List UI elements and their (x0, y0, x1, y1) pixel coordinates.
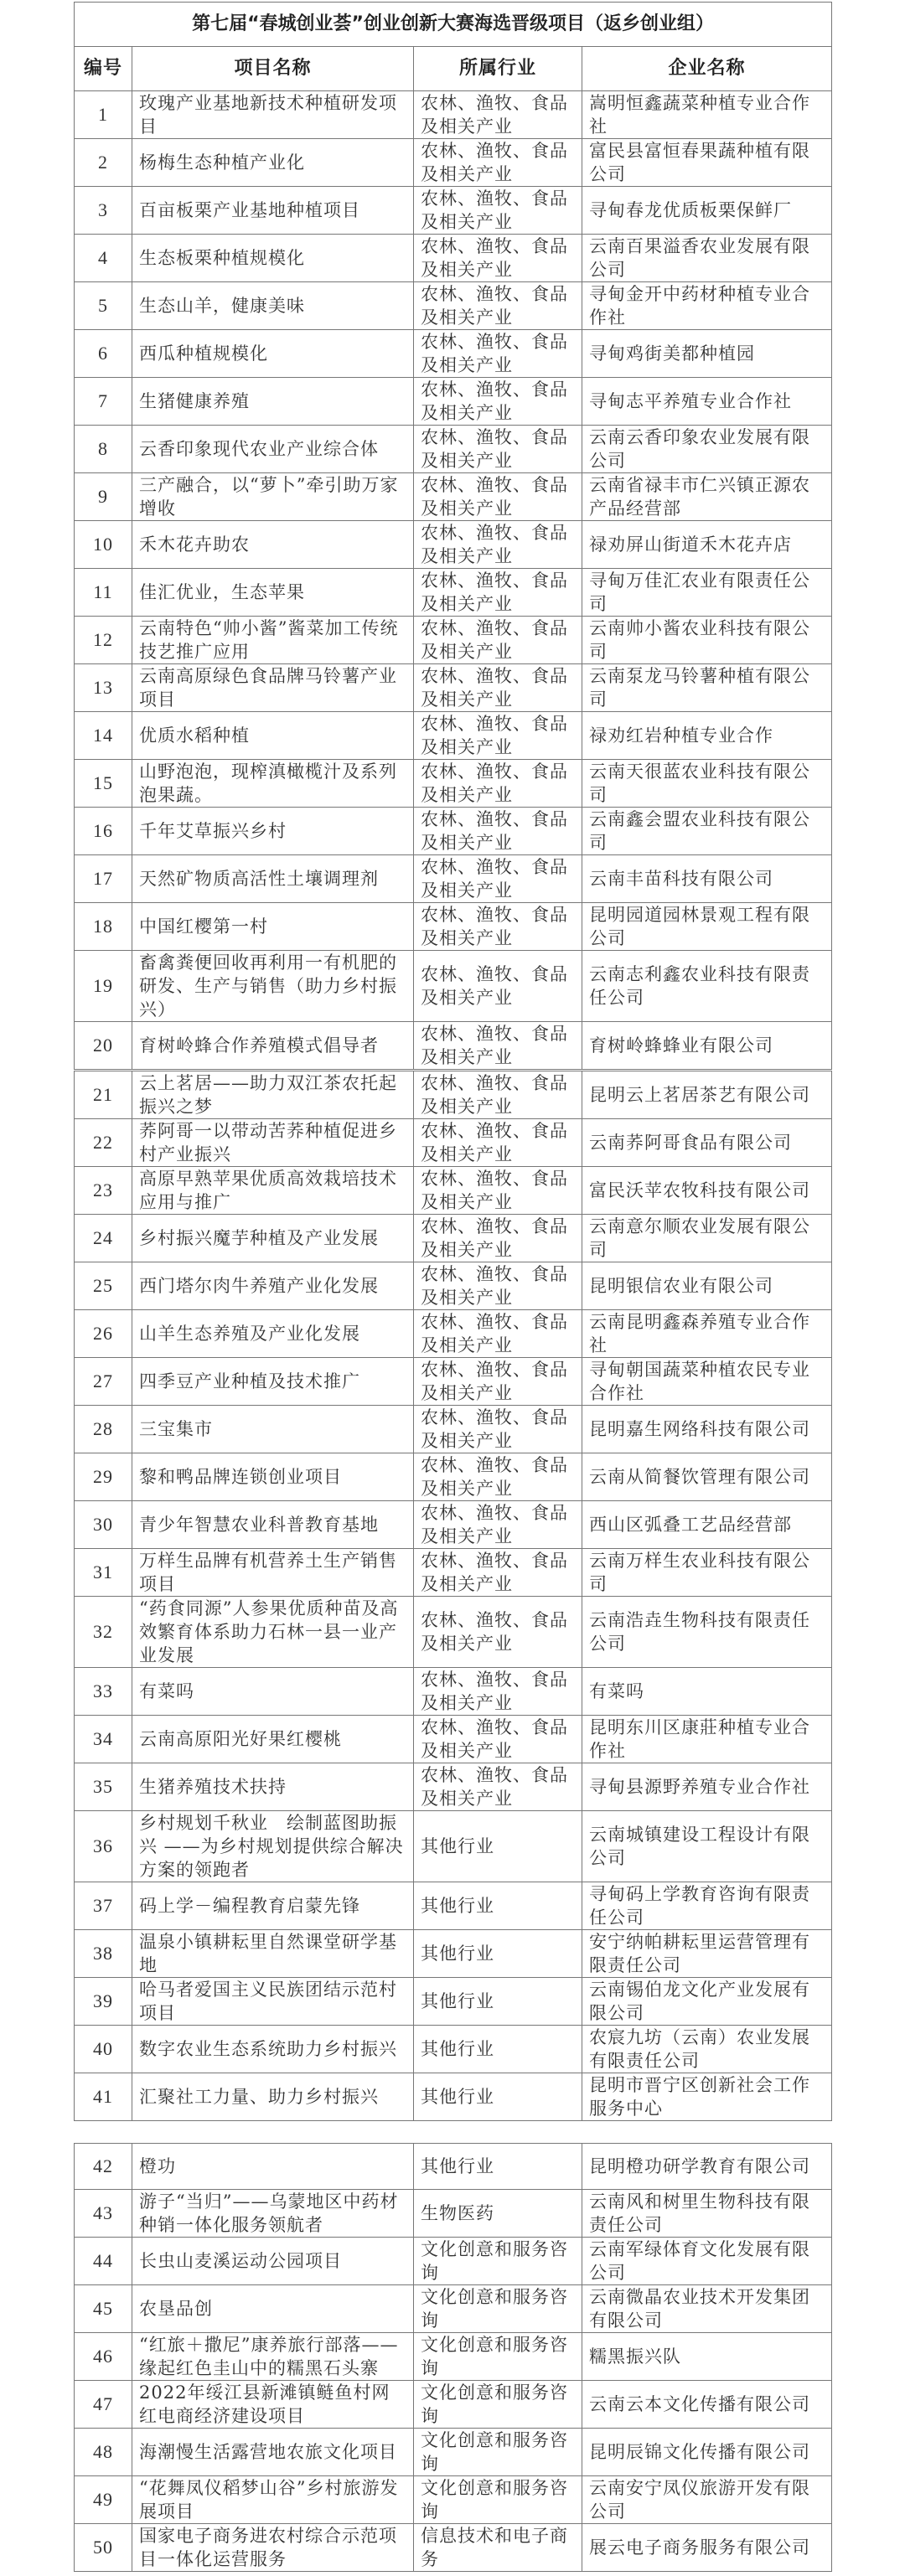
project-name: 云南高原阳光好果红樱桃 (132, 1716, 414, 1763)
table-row (75, 1310, 832, 1358)
project-name: 云上茗居——助力双江茶农托起振兴之梦 (132, 1071, 414, 1119)
industry: 农林、渔牧、食品及相关产业 (414, 187, 582, 235)
project-name: 2022年绥江县新滩镇鲢鱼村网红电商经济建设项目 (132, 2381, 414, 2429)
row-number: 4 (75, 235, 132, 282)
company-name: 嵩明恒鑫蔬菜种植专业合作社 (582, 91, 832, 139)
company-name: 育树岭蜂蜂业有限公司 (582, 1022, 832, 1070)
project-name: “花舞凤仪稻梦山谷”乡村旅游发展项目 (132, 2476, 414, 2524)
projects-table-part-1 (74, 2, 832, 1070)
table-row (75, 2073, 832, 2121)
project-name: 千年艾草振兴乡村 (132, 808, 414, 855)
project-name: 高原早熟苹果优质高效栽培技术应用与推广 (132, 1167, 414, 1215)
company-name: 禄劝屏山街道禾木花卉店 (582, 521, 832, 569)
row-number: 19 (75, 951, 132, 1022)
row-number: 21 (75, 1071, 132, 1119)
project-name: 杨梅生态种植产业化 (132, 139, 414, 187)
table-row (75, 1882, 832, 1930)
company-name: 西山区弧叠工艺品经营部 (582, 1501, 832, 1549)
industry: 农林、渔牧、食品及相关产业 (414, 1716, 582, 1763)
row-number: 8 (75, 426, 132, 473)
industry: 农林、渔牧、食品及相关产业 (414, 569, 582, 617)
company-name: 云南帅小酱农业科技有限公司 (582, 617, 832, 664)
industry: 农林、渔牧、食品及相关产业 (414, 1167, 582, 1215)
table-row (75, 1071, 832, 1119)
company-name: 展云电子商务服务有限公司 (582, 2524, 832, 2572)
row-number: 32 (75, 1597, 132, 1668)
row-number: 3 (75, 187, 132, 235)
industry: 其他行业 (414, 1811, 582, 1882)
row-number: 49 (75, 2476, 132, 2524)
table-row (75, 2285, 832, 2333)
row-number: 36 (75, 1811, 132, 1882)
industry: 其他行业 (414, 1930, 582, 1978)
row-number: 45 (75, 2285, 132, 2333)
project-name: 三产融合，以“萝卜”牵引助万家增收 (132, 473, 414, 521)
table-row (75, 91, 832, 139)
project-name: “药食同源”人参果优质种苗及高效繁育体系助力石林一县一业产业发展 (132, 1597, 414, 1668)
industry: 农林、渔牧、食品及相关产业 (414, 282, 582, 330)
company-name: 云南从简餐饮管理有限公司 (582, 1453, 832, 1501)
table-row (75, 808, 832, 855)
table-row (75, 951, 832, 1022)
industry: 农林、渔牧、食品及相关产业 (414, 1406, 582, 1453)
project-name: 荞阿哥一以带动苦荞种植促进乡村产业振兴 (132, 1119, 414, 1167)
industry: 农林、渔牧、食品及相关产业 (414, 1071, 582, 1119)
company-name: 昆明云上茗居茶艺有限公司 (582, 1071, 832, 1119)
table-row (75, 2381, 832, 2429)
industry: 农林、渔牧、食品及相关产业 (414, 903, 582, 951)
projects-table-part-3 (74, 2143, 832, 2572)
company-name: 寻甸码上学教育咨询有限责任公司 (582, 1882, 832, 1930)
company-name: 云南城镇建设工程设计有限公司 (582, 1811, 832, 1882)
project-name: 有菜吗 (132, 1668, 414, 1716)
table-row (75, 1763, 832, 1811)
row-number: 9 (75, 473, 132, 521)
industry: 农林、渔牧、食品及相关产业 (414, 378, 582, 426)
row-number: 26 (75, 1310, 132, 1358)
company-name: 昆明园道园林景观工程有限公司 (582, 903, 832, 951)
project-name: 山羊生态养殖及产业化发展 (132, 1310, 414, 1358)
industry: 农林、渔牧、食品及相关产业 (414, 235, 582, 282)
project-name: 生态山羊，健康美味 (132, 282, 414, 330)
company-name: 云南风和树里生物科技有限责任公司 (582, 2190, 832, 2238)
row-number: 34 (75, 1716, 132, 1763)
project-name: 生态板栗种植规模化 (132, 235, 414, 282)
row-number: 7 (75, 378, 132, 426)
table-row (75, 139, 832, 187)
company-name: 云南浩垚生物科技有限责任公司 (582, 1597, 832, 1668)
industry: 农林、渔牧、食品及相关产业 (414, 951, 582, 1022)
industry: 农林、渔牧、食品及相关产业 (414, 1501, 582, 1549)
row-number: 30 (75, 1501, 132, 1549)
industry: 农林、渔牧、食品及相关产业 (414, 1262, 582, 1310)
company-name: 寻甸春龙优质板栗保鲜厂 (582, 187, 832, 235)
project-name: 畜禽粪便回收再利用一有机肥的研发、生产与销售（助力乡村振兴） (132, 951, 414, 1022)
row-number: 5 (75, 282, 132, 330)
industry: 农林、渔牧、食品及相关产业 (414, 1668, 582, 1716)
table-row (75, 617, 832, 664)
project-name: 云南特色“帅小酱”酱菜加工传统技艺推广应用 (132, 617, 414, 664)
industry: 文化创意和服务咨询 (414, 2381, 582, 2429)
industry: 其他行业 (414, 2073, 582, 2121)
table-row (75, 1358, 832, 1406)
project-name: 佳汇优业，生态苹果 (132, 569, 414, 617)
project-name: 西门塔尔肉牛养殖产业化发展 (132, 1262, 414, 1310)
company-name: 云南志利鑫农业科技有限责任公司 (582, 951, 832, 1022)
industry: 农林、渔牧、食品及相关产业 (414, 664, 582, 712)
company-name: 云南泵龙马铃薯种植有限公司 (582, 664, 832, 712)
project-name: 温泉小镇耕耘里自然课堂研学基地 (132, 1930, 414, 1978)
row-number: 23 (75, 1167, 132, 1215)
company-name: 云南百果溢香农业发展有限公司 (582, 235, 832, 282)
row-number: 14 (75, 712, 132, 760)
company-name: 云南军绿体育文化发展有限公司 (582, 2238, 832, 2285)
project-name: 橙功 (132, 2144, 414, 2190)
row-number: 35 (75, 1763, 132, 1811)
industry: 农林、渔牧、食品及相关产业 (414, 1358, 582, 1406)
row-number: 6 (75, 330, 132, 378)
industry: 农林、渔牧、食品及相关产业 (414, 1022, 582, 1070)
industry: 农林、渔牧、食品及相关产业 (414, 1763, 582, 1811)
row-number: 40 (75, 2026, 132, 2073)
table-row (75, 1597, 832, 1668)
industry: 文化创意和服务咨询 (414, 2333, 582, 2381)
table-row (75, 473, 832, 521)
project-name: 生猪养殖技术扶持 (132, 1763, 414, 1811)
industry: 农林、渔牧、食品及相关产业 (414, 1310, 582, 1358)
table-row (75, 282, 832, 330)
project-name: 三宝集市 (132, 1406, 414, 1453)
row-number: 16 (75, 808, 132, 855)
industry: 其他行业 (414, 1978, 582, 2026)
company-name: 富民沃苹农牧科技有限公司 (582, 1167, 832, 1215)
industry: 农林、渔牧、食品及相关产业 (414, 91, 582, 139)
row-number: 38 (75, 1930, 132, 1978)
company-name: 寻甸志平养殖专业合作社 (582, 378, 832, 426)
project-name: 万样生品牌有机营养土生产销售项目 (132, 1549, 414, 1597)
table-row (75, 855, 832, 903)
table-row (75, 426, 832, 473)
project-name: 玫瑰产业基地新技术种植研发项目 (132, 91, 414, 139)
table-row (75, 378, 832, 426)
industry: 农林、渔牧、食品及相关产业 (414, 1119, 582, 1167)
company-name: 云南万样生农业科技有限公司 (582, 1549, 832, 1597)
project-name: 码上学－编程教育启蒙先锋 (132, 1882, 414, 1930)
table-header-row (75, 47, 832, 91)
industry: 文化创意和服务咨询 (414, 2285, 582, 2333)
company-name: 有菜吗 (582, 1668, 832, 1716)
company-name: 寻甸金开中药材种植专业合作社 (582, 282, 832, 330)
project-name: 中国红樱第一村 (132, 903, 414, 951)
industry: 农林、渔牧、食品及相关产业 (414, 139, 582, 187)
company-name: 云南锡伯龙文化产业发展有限公司 (582, 1978, 832, 2026)
table-row (75, 187, 832, 235)
row-number: 22 (75, 1119, 132, 1167)
row-number: 37 (75, 1882, 132, 1930)
industry: 信息技术和电子商务 (414, 2524, 582, 2572)
industry: 文化创意和服务咨询 (414, 2429, 582, 2476)
projects-table-part-2 (74, 1071, 832, 2121)
industry: 农林、渔牧、食品及相关产业 (414, 330, 582, 378)
table-row (75, 1811, 832, 1882)
project-name: 汇聚社工力量、助力乡村振兴 (132, 2073, 414, 2121)
row-number: 20 (75, 1022, 132, 1070)
table-row (75, 569, 832, 617)
company-name: 寻甸鸡街美都种植园 (582, 330, 832, 378)
industry: 其他行业 (414, 1882, 582, 1930)
table-row (75, 2429, 832, 2476)
header-project-name: 项目名称 (132, 47, 414, 91)
row-number: 39 (75, 1978, 132, 2026)
table-row (75, 1978, 832, 2026)
industry: 农林、渔牧、食品及相关产业 (414, 712, 582, 760)
project-name: 育树岭蜂合作养殖模式倡导者 (132, 1022, 414, 1070)
header-industry: 所属行业 (414, 47, 582, 91)
table-row (75, 664, 832, 712)
company-name: 昆明嘉生网络科技有限公司 (582, 1406, 832, 1453)
company-name: 云南微晶农业技术开发集团有限公司 (582, 2285, 832, 2333)
row-number: 42 (75, 2144, 132, 2190)
row-number: 25 (75, 1262, 132, 1310)
project-name: 国家电子商务进农村综合示范项目一体化运营服务 (132, 2524, 414, 2572)
table-row (75, 235, 832, 282)
industry: 文化创意和服务咨询 (414, 2238, 582, 2285)
row-number: 12 (75, 617, 132, 664)
company-name: 昆明银信农业有限公司 (582, 1262, 832, 1310)
row-number: 10 (75, 521, 132, 569)
company-name: 昆明橙功研学教育有限公司 (582, 2144, 832, 2190)
company-name: 云南丰苗科技有限公司 (582, 855, 832, 903)
row-number: 2 (75, 139, 132, 187)
company-name: 昆明辰锦文化传播有限公司 (582, 2429, 832, 2476)
row-number: 13 (75, 664, 132, 712)
company-name: 云南天很蓝农业科技有限公司 (582, 760, 832, 808)
table-row (75, 1501, 832, 1549)
project-name: 山野泡泡，现榨滇橄榄汁及系列泡果蔬。 (132, 760, 414, 808)
project-name: 百亩板栗产业基地种植项目 (132, 187, 414, 235)
project-name: 四季豆产业种植及技术推广 (132, 1358, 414, 1406)
project-name: 黎和鸭品牌连锁创业项目 (132, 1453, 414, 1501)
project-name: 长虫山麦溪运动公园项目 (132, 2238, 414, 2285)
table-row (75, 2238, 832, 2285)
company-name: 云南荞阿哥食品有限公司 (582, 1119, 832, 1167)
company-name: 云南鑫会盟农业科技有限公司 (582, 808, 832, 855)
table-row (75, 1167, 832, 1215)
project-name: 禾木花卉助农 (132, 521, 414, 569)
row-number: 47 (75, 2381, 132, 2429)
header-company-name: 企业名称 (582, 47, 832, 91)
row-number: 29 (75, 1453, 132, 1501)
table-title: 第七届“春城创业荟”创业创新大赛海选晋级项目（返乡创业组） (75, 3, 832, 47)
company-name: 农宸九坊（云南）农业发展有限责任公司 (582, 2026, 832, 2073)
project-name: 生猪健康养殖 (132, 378, 414, 426)
company-name: 寻甸县源野养殖专业合作社 (582, 1763, 832, 1811)
company-name: 云南云香印象农业发展有限公司 (582, 426, 832, 473)
table-row (75, 1119, 832, 1167)
project-name: 哈马者爱国主义民族团结示范村项目 (132, 1978, 414, 2026)
company-name: 云南省禄丰市仁兴镇正源农产品经营部 (582, 473, 832, 521)
row-number: 48 (75, 2429, 132, 2476)
project-name: 农垦品创 (132, 2285, 414, 2333)
industry: 农林、渔牧、食品及相关产业 (414, 1549, 582, 1597)
company-name: 云南云本文化传播有限公司 (582, 2381, 832, 2429)
table-row (75, 760, 832, 808)
project-name: 乡村振兴魔芋种植及产业发展 (132, 1215, 414, 1262)
row-number: 33 (75, 1668, 132, 1716)
row-number: 31 (75, 1549, 132, 1597)
company-name: 昆明市晋宁区创新社会工作服务中心 (582, 2073, 832, 2121)
industry: 其他行业 (414, 2026, 582, 2073)
row-number: 50 (75, 2524, 132, 2572)
table-row (75, 1262, 832, 1310)
project-name: 游子“当归”——乌蒙地区中药材种销一体化服务领航者 (132, 2190, 414, 2238)
row-number: 15 (75, 760, 132, 808)
industry: 农林、渔牧、食品及相关产业 (414, 1597, 582, 1668)
row-number: 44 (75, 2238, 132, 2285)
industry: 农林、渔牧、食品及相关产业 (414, 521, 582, 569)
row-number: 1 (75, 91, 132, 139)
table-row (75, 2026, 832, 2073)
company-name: 昆明东川区康莊种植专业合作社 (582, 1716, 832, 1763)
company-name: 安宁纳帕耕耘里运营管理有限责任公司 (582, 1930, 832, 1978)
table-row (75, 1668, 832, 1716)
project-name: 数字农业生态系统助力乡村振兴 (132, 2026, 414, 2073)
industry: 文化创意和服务咨询 (414, 2476, 582, 2524)
table-row (75, 330, 832, 378)
table-row (75, 2333, 832, 2381)
table-row (75, 712, 832, 760)
industry: 农林、渔牧、食品及相关产业 (414, 808, 582, 855)
project-name: 优质水稻种植 (132, 712, 414, 760)
table-row (75, 1022, 832, 1070)
company-name: 禄劝红岩种植专业合作 (582, 712, 832, 760)
industry: 农林、渔牧、食品及相关产业 (414, 617, 582, 664)
row-number: 46 (75, 2333, 132, 2381)
industry: 农林、渔牧、食品及相关产业 (414, 426, 582, 473)
industry: 农林、渔牧、食品及相关产业 (414, 760, 582, 808)
company-name: 富民县富恒春果蔬种植有限公司 (582, 139, 832, 187)
table-row (75, 1215, 832, 1262)
project-name: 云香印象现代农业产业综合体 (132, 426, 414, 473)
project-name: 西瓜种植规模化 (132, 330, 414, 378)
row-number: 28 (75, 1406, 132, 1453)
row-number: 43 (75, 2190, 132, 2238)
table-row (75, 2524, 832, 2572)
project-name: 海潮慢生活露营地农旅文化项目 (132, 2429, 414, 2476)
row-number: 17 (75, 855, 132, 903)
project-name: 乡村规划千秋业 绘制蓝图助振兴 ——为乡村规划提供综合解决方案的领跑者 (132, 1811, 414, 1882)
company-name: 云南昆明鑫森养殖专业合作社 (582, 1310, 832, 1358)
industry: 其他行业 (414, 2144, 582, 2190)
company-name: 寻甸万佳汇农业有限责任公司 (582, 569, 832, 617)
company-name: 云南安宁凤仪旅游开发有限公司 (582, 2476, 832, 2524)
company-name: 寻甸朝国蔬菜种植农民专业合作社 (582, 1358, 832, 1406)
table-row (75, 1453, 832, 1501)
industry: 农林、渔牧、食品及相关产业 (414, 1453, 582, 1501)
row-number: 41 (75, 2073, 132, 2121)
company-name: 糯黑振兴队 (582, 2333, 832, 2381)
industry: 生物医药 (414, 2190, 582, 2238)
table-row (75, 2190, 832, 2238)
industry: 农林、渔牧、食品及相关产业 (414, 473, 582, 521)
table-row (75, 521, 832, 569)
industry: 农林、渔牧、食品及相关产业 (414, 855, 582, 903)
table-row (75, 903, 832, 951)
project-name: 天然矿物质高活性土壤调理剂 (132, 855, 414, 903)
row-number: 11 (75, 569, 132, 617)
row-number: 27 (75, 1358, 132, 1406)
table-row (75, 1406, 832, 1453)
industry: 农林、渔牧、食品及相关产业 (414, 1215, 582, 1262)
table-row (75, 2476, 832, 2524)
project-name: 云南高原绿色食品牌马铃薯产业项目 (132, 664, 414, 712)
row-number: 18 (75, 903, 132, 951)
table-row (75, 1716, 832, 1763)
table-row (75, 1549, 832, 1597)
table-row (75, 1930, 832, 1978)
project-name: 青少年智慧农业科普教育基地 (132, 1501, 414, 1549)
header-number: 编号 (75, 47, 132, 91)
row-number: 24 (75, 1215, 132, 1262)
project-name: “红旅＋撒尼”康养旅行部落——缘起红色圭山中的糯黑石头寨 (132, 2333, 414, 2381)
company-name: 云南意尔顺农业发展有限公司 (582, 1215, 832, 1262)
table-row (75, 2144, 832, 2190)
